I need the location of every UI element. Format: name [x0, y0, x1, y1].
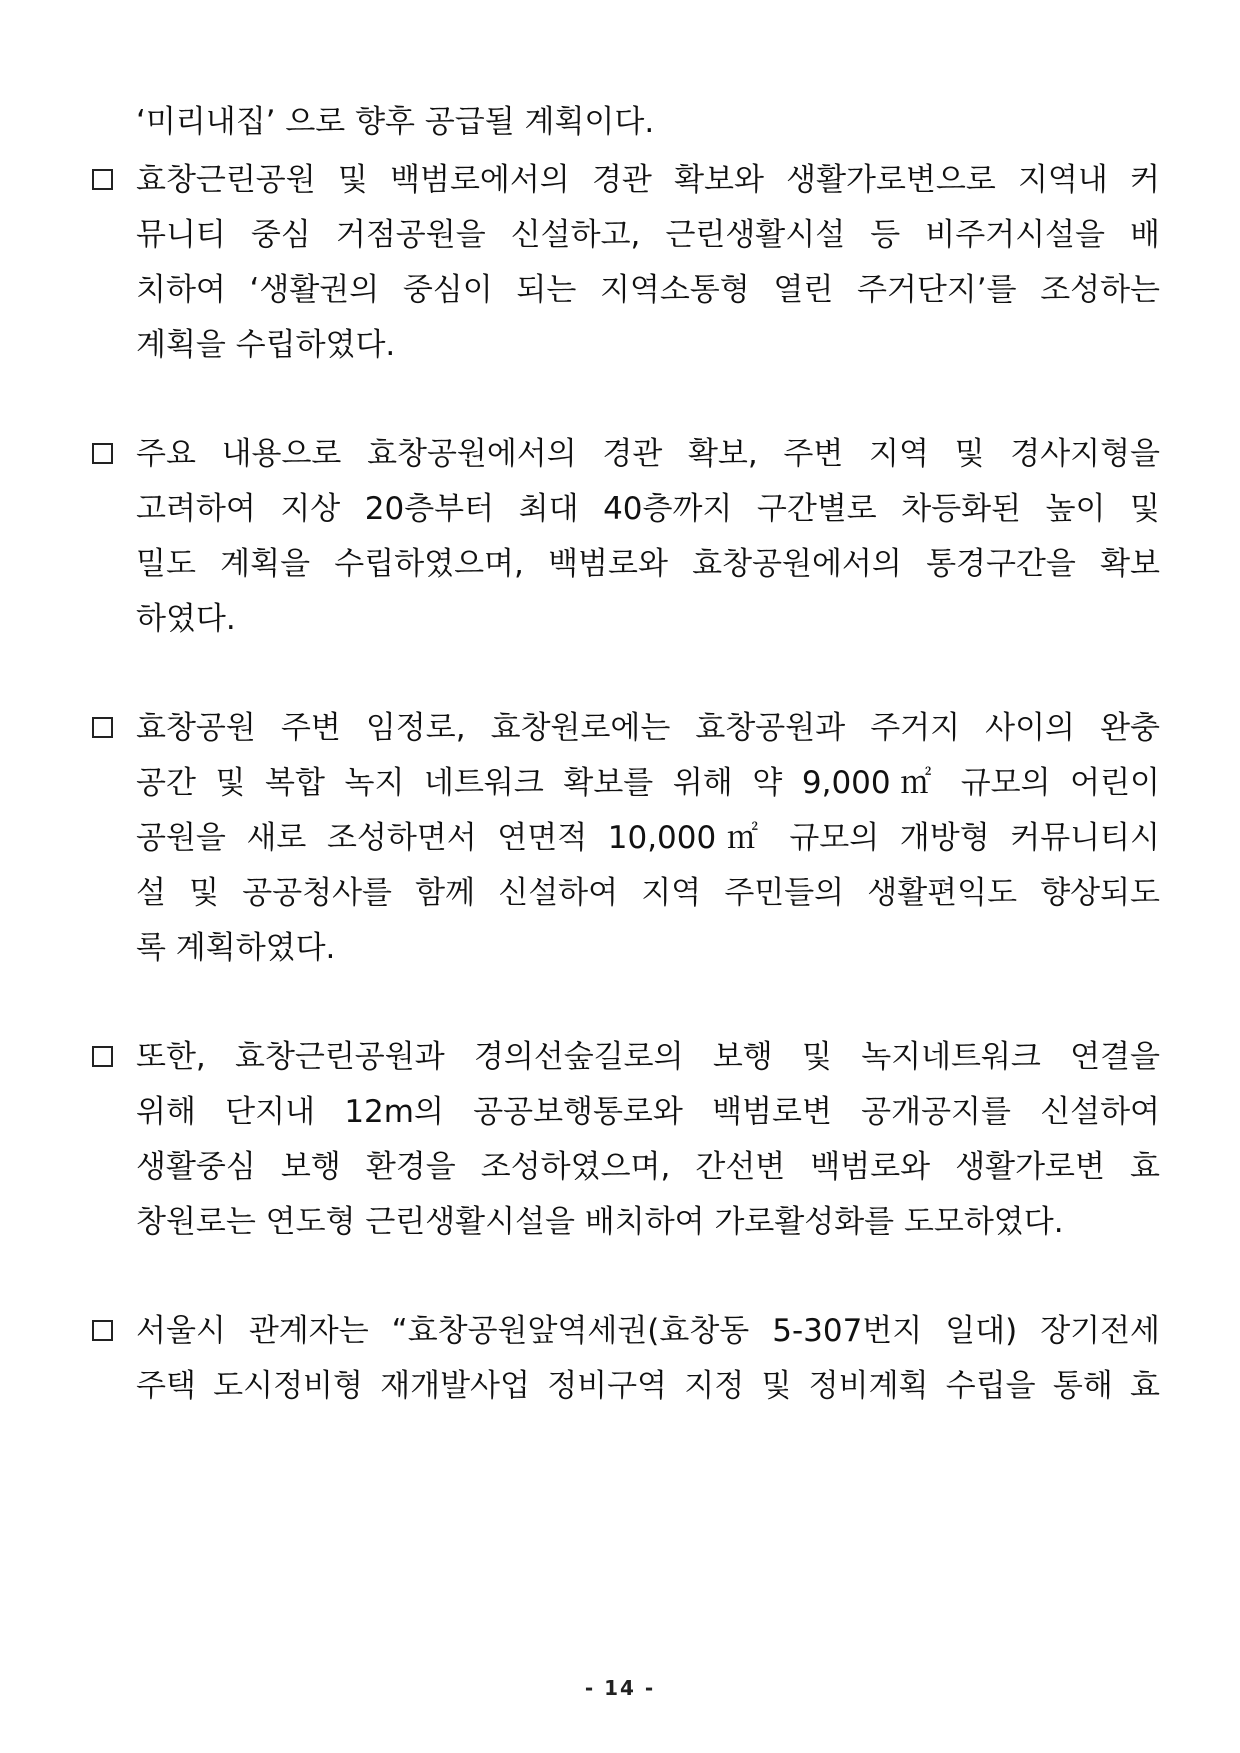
paragraph-line: 계획을 수립하였다. — [136, 327, 396, 363]
paragraph-line: 공간 및 복합 녹지 네트워크 확보를 위해 약 9,000㎡ 규모의 어린이 — [136, 765, 1160, 801]
paragraph-line: 고려하여 지상 20층부터 최대 40층까지 구간별로 차등화된 높이 및 — [136, 491, 1160, 527]
paragraph-line: 또한, 효창근린공원과 경의선숲길로의 보행 및 녹지네트워크 연결을 — [136, 1039, 1160, 1075]
paragraph-line: 하였다. — [136, 601, 236, 637]
paragraph-line: 주요 내용으로 효창공원에서의 경관 확보, 주변 지역 및 경사지형을 — [136, 436, 1160, 472]
checkbox-bullet-icon — [92, 1046, 113, 1067]
paragraph-line: 공원을 새로 조성하면서 연면적 10,000㎡ 규모의 개방형 커뮤니티시 — [136, 820, 1160, 856]
page-number: - 14 - — [584, 1676, 656, 1700]
paragraph-line: 밀도 계획을 수립하였으며, 백범로와 효창공원에서의 통경구간을 확보 — [136, 546, 1160, 582]
checkbox-bullet-icon — [92, 169, 113, 190]
checkbox-bullet-icon — [92, 717, 113, 738]
paragraph-line: 창원로는 연도형 근린생활시설을 배치하여 가로활성화를 도모하였다. — [136, 1204, 1064, 1240]
paragraph-line: 주택 도시정비형 재개발사업 정비구역 지정 및 정비계획 수립을 통해 효 — [136, 1368, 1160, 1404]
paragraph-line: 효창공원 주변 임정로, 효창원로에는 효창공원과 주거지 사이의 완충 — [136, 710, 1160, 746]
intro-line: ‘미리내집’ 으로 향후 공급될 계획이다. — [136, 104, 655, 140]
paragraph-line: 생활중심 보행 환경을 조성하였으며, 간선변 백범로와 생활가로변 효 — [136, 1149, 1160, 1185]
checkbox-bullet-icon — [92, 443, 113, 464]
paragraph-line: 치하여 ‘생활권의 중심이 되는 지역소통형 열린 주거단지’를 조성하는 — [136, 272, 1160, 308]
paragraph-line: 서울시 관계자는 “효창공원앞역세권(효창동 5-307번지 일대) 장기전세 — [136, 1313, 1160, 1349]
paragraph-line: 뮤니티 중심 거점공원을 신설하고, 근린생활시설 등 비주거시설을 배 — [136, 217, 1160, 253]
paragraph-line: 설 및 공공청사를 함께 신설하여 지역 주민들의 생활편익도 향상되도 — [136, 875, 1160, 911]
paragraph-line: 효창근린공원 및 백범로에서의 경관 확보와 생활가로변으로 지역내 커 — [136, 162, 1160, 198]
paragraph-line: 록 계획하였다. — [136, 930, 336, 966]
paragraph-line: 위해 단지내 12m의 공공보행통로와 백범로변 공개공지를 신설하여 — [136, 1094, 1160, 1130]
checkbox-bullet-icon — [92, 1320, 113, 1341]
